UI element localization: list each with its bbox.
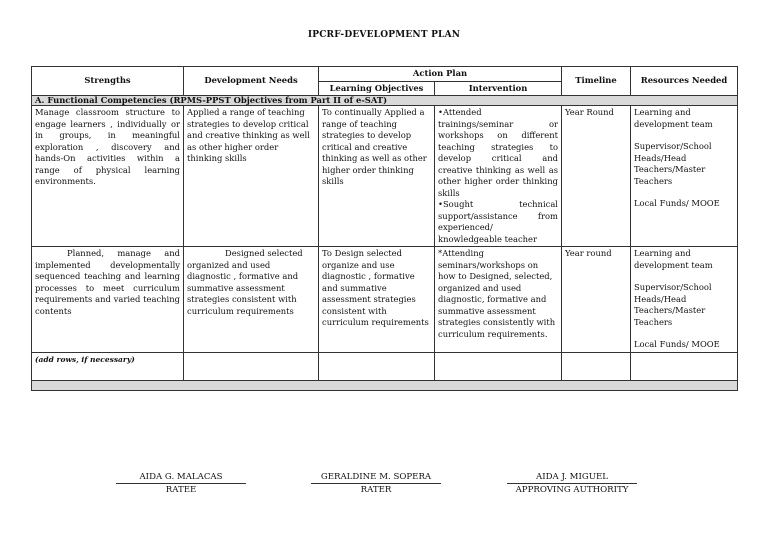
signature-approving-authority [507, 472, 637, 495]
development-plan-table [31, 66, 738, 391]
signatory-name: AIDA G. MALACAS [116, 472, 246, 484]
resources-cell [631, 247, 738, 353]
resource-item: Local Funds/ MOOE [634, 198, 720, 208]
needs-cell: Applied a range of teaching strategies to develop critical and creative thinking as well as other higher order thinking skills [184, 106, 319, 247]
strengths-cell [32, 247, 184, 353]
timeline-cell: Year round [562, 247, 631, 353]
signatory-role: RATER [360, 485, 392, 495]
signatory-role: RATEE [165, 485, 197, 495]
table-row [32, 352, 738, 380]
page-title: IPCRF-DEVELOPMENT PLAN [307, 30, 461, 40]
needs-cell [184, 247, 319, 353]
intervention-cell [435, 106, 562, 247]
signatory-name: AIDA J. MIGUEL [507, 472, 637, 484]
signature-rater [311, 472, 441, 495]
signature-ratee [116, 472, 246, 495]
intervention-item: •Attended trainings/seminar or workshops on different teaching strategies to develop critical and creative thinking as well as other higher order thinking skills [438, 107, 558, 198]
resources-cell [631, 106, 738, 247]
resource-item: Supervisor/School Heads/Head Teachers/Master Teachers [634, 282, 712, 327]
table-row [32, 106, 738, 247]
signatory-role: APPROVING AUTHORITY [515, 485, 629, 495]
intervention-item: •Sought technical support/assistance from experienced/ knowledgeable teacher [438, 199, 558, 244]
signatory-name: GERALDINE M. SOPERA [311, 472, 441, 484]
header-intervention: Intervention [435, 81, 562, 96]
resource-item: Supervisor/School Heads/Head Teachers/Master Teachers [634, 141, 712, 186]
resource-item: Local Funds/ MOOE [634, 339, 720, 349]
resource-item: Learning and development team [634, 107, 713, 129]
objectives-cell: To continually Applied a range of teaching strategies to develop critical and creative thinking as well as other higher order thinking skills [319, 106, 435, 247]
add-rows-note: (add rows, if necessary) [32, 352, 184, 380]
header-learning-objectives: Learning Objectives [319, 81, 435, 96]
header-action-plan: Action Plan [319, 67, 562, 82]
header-strengths: Strengths [32, 67, 184, 96]
objectives-cell: To Design selected organize and use diagnostic , formative and summative assessment strategies consistent with curriculum requirements [319, 247, 435, 353]
header-timeline: Timeline [562, 67, 631, 96]
timeline-cell: Year Round [562, 106, 631, 247]
section-functional-competencies: A. Functional Competencies (RPMS-PPST Objectives from Part II of e-SAT) [32, 96, 738, 106]
header-development-needs: Development Needs [184, 67, 319, 96]
strengths-text: Planned, manage and implemented developmentally sequenced teaching and learning processes to meet curriculum requirements and varied teaching contents [35, 248, 180, 316]
table-row [32, 247, 738, 353]
intervention-cell: *Attending seminars/workshops on how to Designed, selected, organized and used diagnostic, formative and summative assessment strategies consistently with curriculum requirements. [435, 247, 562, 353]
header-resources: Resources Needed [631, 67, 738, 96]
strengths-cell: Manage classroom structure to engage learners , individually or in groups, in meaningful exploration , discovery and hands-On activities within a range of physical learning environments. [32, 106, 184, 247]
needs-text: Designed selected organized and used diagnostic , formative and summative assessment strategies consistent with curriculum requirements [187, 248, 303, 316]
resource-item: Learning and development team [634, 248, 713, 270]
